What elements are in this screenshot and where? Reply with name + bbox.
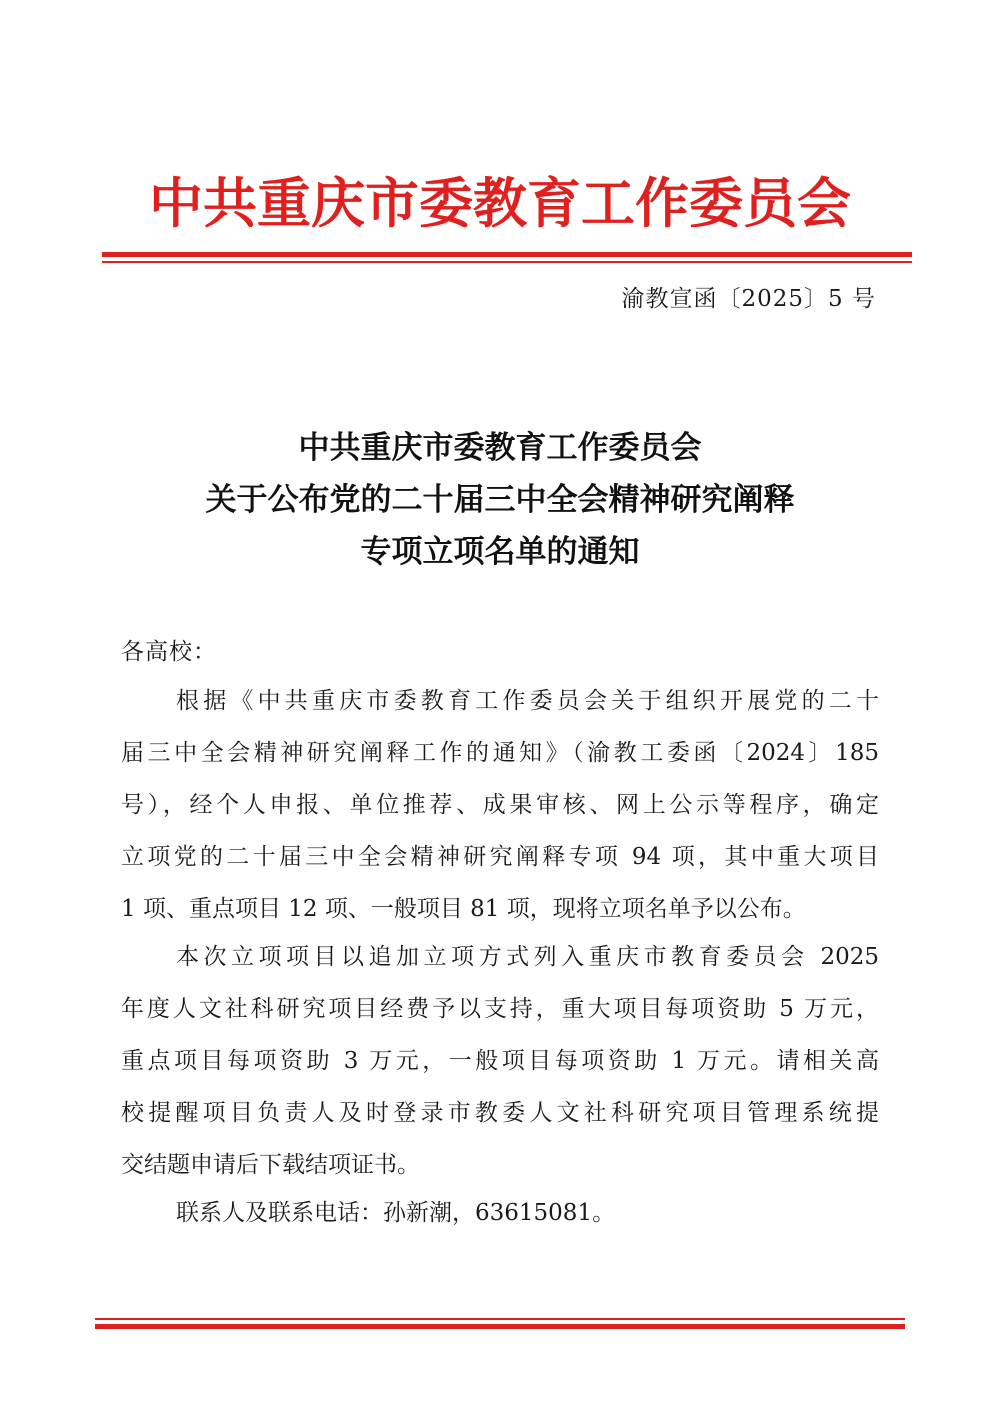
body-line: 号），经个人申报、单位推荐、成果审核、网上公示等程序，确定 (121, 792, 879, 818)
masthead-title: 中共重庆市委教育工作委员会 (149, 171, 851, 235)
body-line: 交结题申请后下载结项证书。 (121, 1152, 420, 1178)
masthead-divider (102, 252, 912, 266)
divider-thin-line (102, 261, 912, 263)
divider-thick-line (102, 252, 912, 257)
divider-thin-line (95, 1318, 905, 1320)
body-line: 本次立项项目以追加立项方式列入重庆市教育委员会 2025 (176, 944, 879, 970)
body-line: 重点项目每项资助 3 万元，一般项目每项资助 1 万元。请相关高 (121, 1048, 879, 1074)
body-line: 1 项、重点项目 12 项、一般项目 81 项，现将立项名单予以公布。 (121, 896, 806, 922)
body-line: 校提醒项目负责人及时登录市教委人文社科研究项目管理系统提 (121, 1100, 879, 1126)
title-line: 关于公布党的二十届三中全会精神研究阐释 (205, 482, 795, 518)
contact-line: 联系人及联系电话：孙新潮，63615081。 (176, 1200, 616, 1226)
document-number: 渝教宣函〔2025〕5 号 (621, 286, 876, 312)
title-line: 专项立项名单的通知 (360, 534, 640, 570)
document-title (0, 422, 1000, 578)
divider-thick-line (95, 1324, 905, 1329)
footer-divider (95, 1318, 905, 1330)
body-line: 年度人文社科研究项目经费予以支持，重大项目每项资助 5 万元， (121, 996, 879, 1022)
title-line: 中共重庆市委教育工作委员会 (298, 430, 702, 466)
body-line: 根据《中共重庆市委教育工作委员会关于组织开展党的二十 (176, 688, 879, 714)
body-line: 届三中全会精神研究阐释工作的通知》（渝教工委函〔2024〕185 (121, 740, 879, 766)
body-line: 立项党的二十届三中全会精神研究阐释专项 94 项，其中重大项目 (121, 844, 879, 870)
salutation: 各高校： (121, 639, 217, 665)
